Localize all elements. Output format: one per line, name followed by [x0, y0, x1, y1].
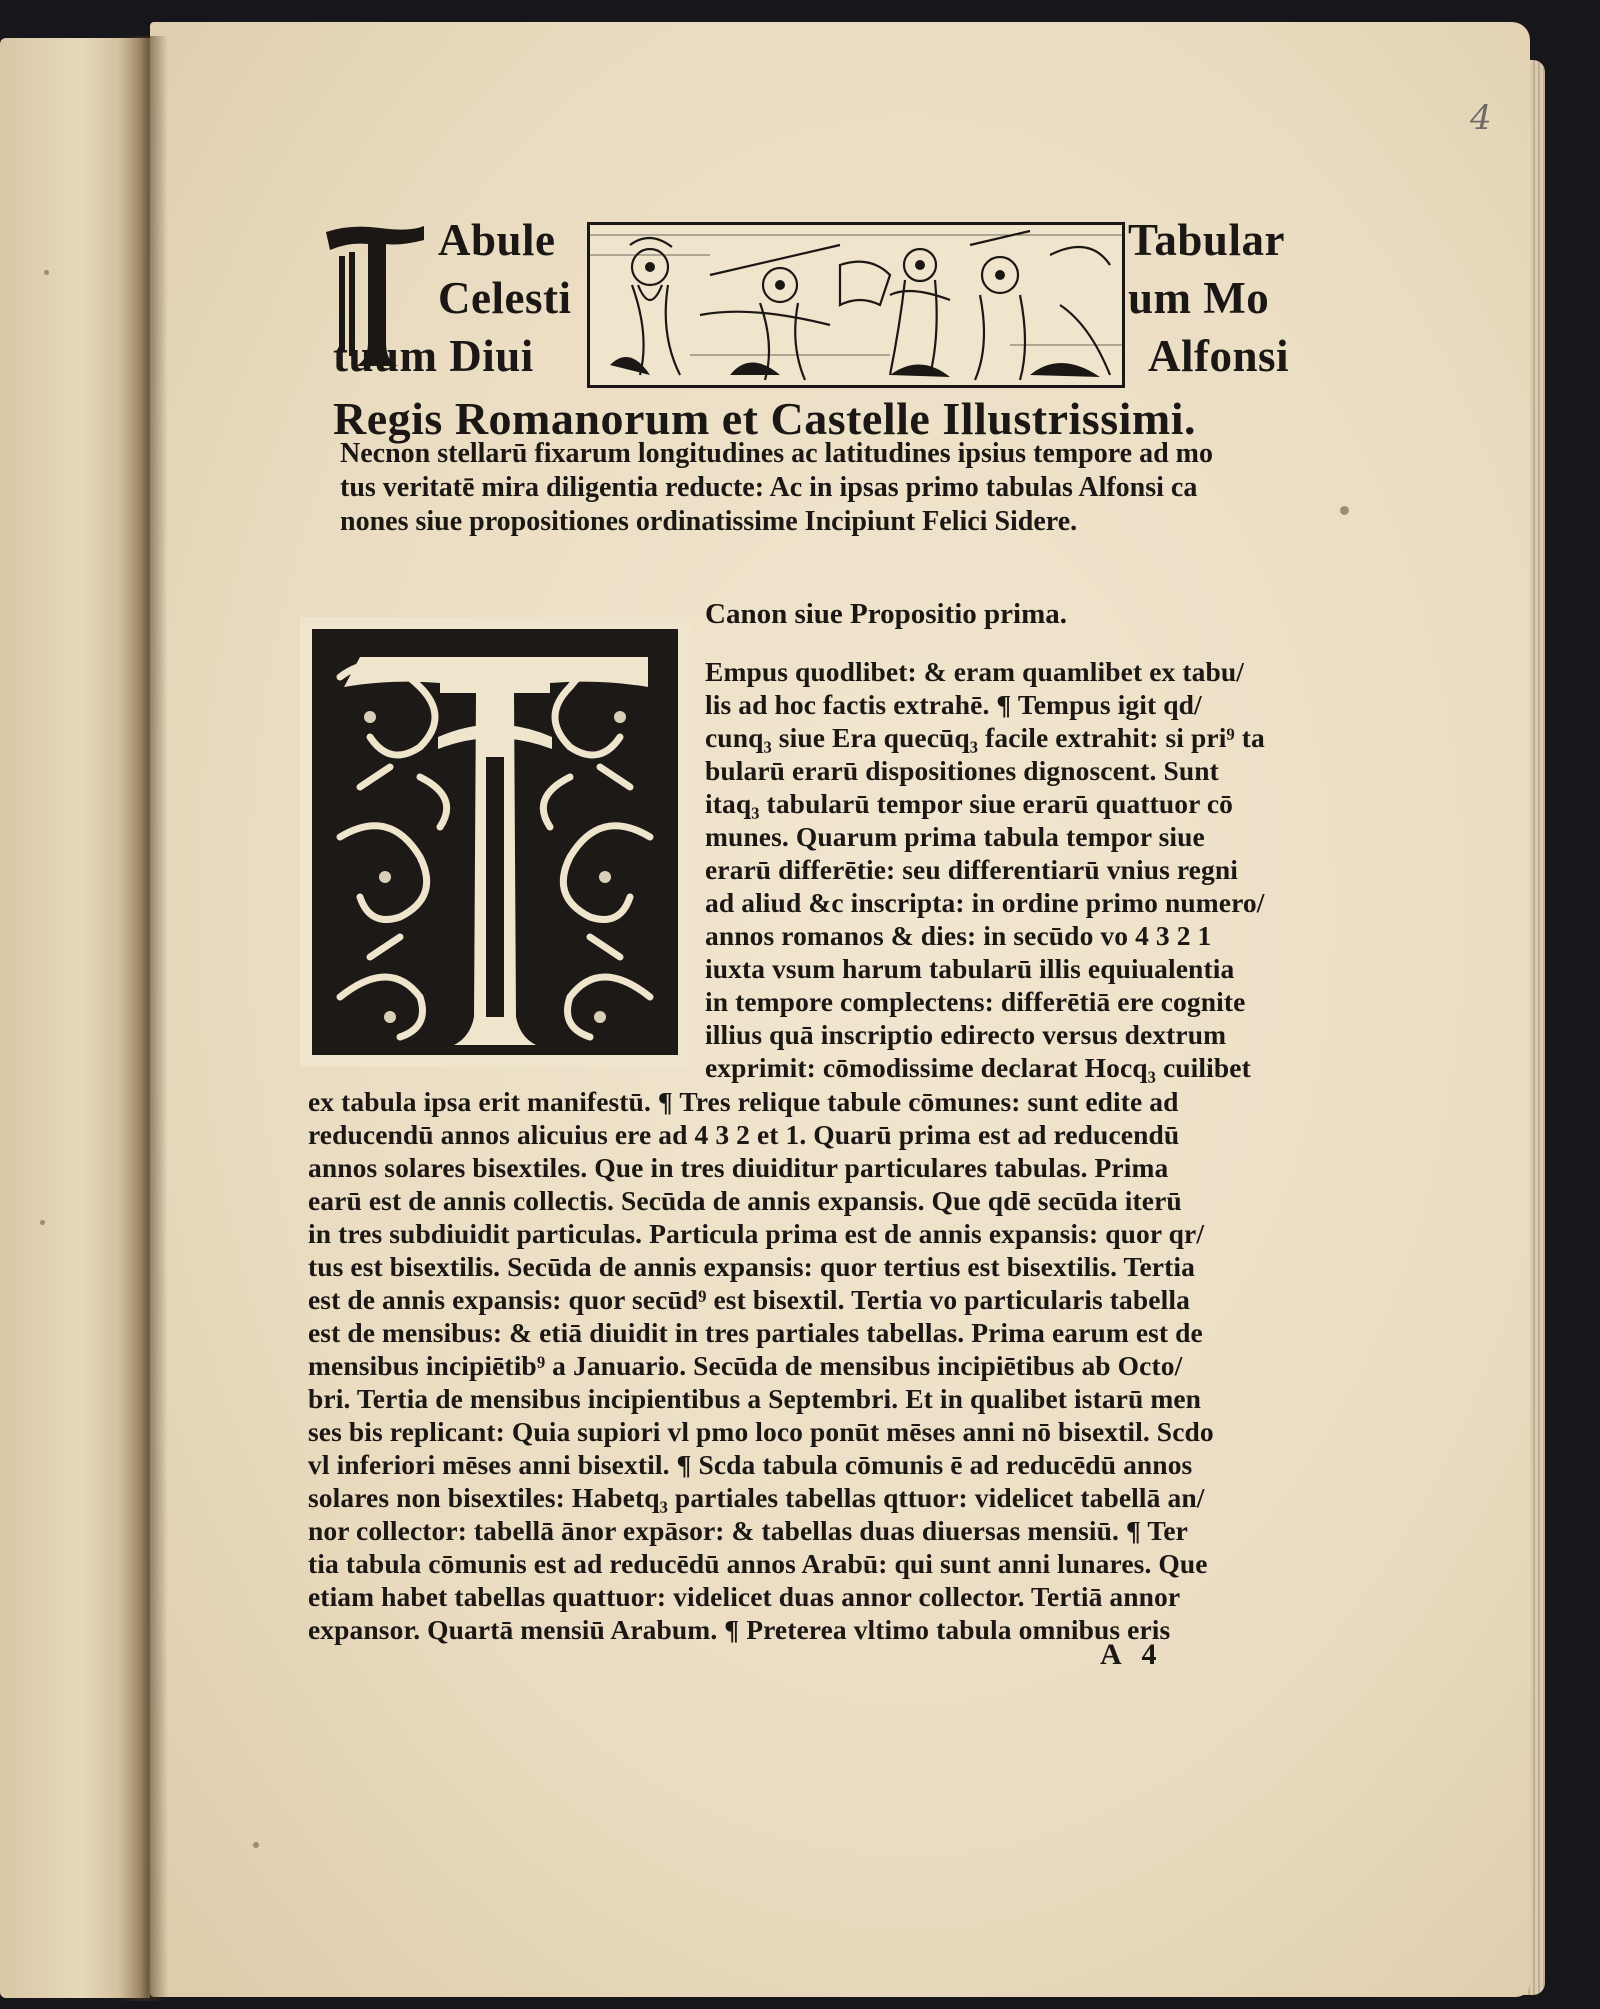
paper-spot [1340, 506, 1349, 515]
title-line: tuum Diui [333, 331, 534, 381]
book-gutter [118, 36, 168, 2001]
body-line: solares non bisextiles: Habetq₃ partiales tabellas qttuor: videlicet tabellā an/ [308, 1482, 1205, 1513]
paper-spot [40, 1220, 45, 1225]
body-line: exprimit: cōmodissime declarat Hocq₃ cuilibet [705, 1052, 1251, 1083]
paper-spot [253, 1842, 259, 1848]
body-line: reducendū annos alicuius ere ad 4 3 2 et 1. Quarū prima est ad reducendū [308, 1119, 1180, 1150]
body-line: est de mensibus: & etiā diuidit in tres partiales tabellas. Prima earum est de [308, 1317, 1203, 1348]
body-line: tia tabula cōmunis est ad reducēdū annos Arabū: qui sunt anni lunares. Que [308, 1548, 1208, 1579]
body-line: earū est de annis collectis. Secūda de annis expansis. Que qdē secūda iterū [308, 1185, 1182, 1216]
body-line: munes. Quarum prima tabula tempor siue [705, 821, 1205, 852]
signature-letter: A [1100, 1638, 1121, 1671]
pencil-folio-number: 4 [1470, 98, 1492, 138]
body-line: annos romanos & dies: in secūdo vo 4 3 2 1 [705, 920, 1212, 951]
body-line: ses bis replicant: Quia supiori vl pmo loco ponūt mēses anni nō bisextil. Scdo [308, 1416, 1214, 1447]
title-line: Celesti [438, 273, 572, 323]
body-line: ad aliud &c inscripta: in ordine primo numero/ [705, 887, 1265, 918]
title-line: Alfonsi [1148, 331, 1290, 381]
subtitle-line: Necnon stellarū fixarum longitudines ac latitudines ipsius tempore ad mo [340, 438, 1213, 469]
body-line: ex tabula ipsa erit manifestū. ¶ Tres relique tabule cōmunes: sunt edite ad [308, 1086, 1179, 1117]
body-line: bri. Tertia de mensibus incipientibus a Septembri. Et in qualibet istarū men [308, 1383, 1202, 1414]
body-line: in tres subdiuidit particulas. Particula prima est de annis expansis: quor qr/ [308, 1218, 1205, 1249]
body-line: mensibus incipiētib⁹ a Januario. Secūda de mensibus incipiētibus ab Octo/ [308, 1350, 1183, 1381]
body-line: nor collector: tabellā ānor expāsor: & tabellas duas diuersas mensiū. ¶ Ter [308, 1515, 1188, 1546]
decorated-initial-letter [300, 617, 690, 1067]
body-line: vl inferiori mēses anni bisextil. ¶ Scda tabula cōmunis ē ad reducēdū annos [308, 1449, 1193, 1480]
body-line: etiam habet tabellas quattuor: videlicet duas annor collector. Tertiā annor [308, 1581, 1181, 1612]
signature-mark [1100, 1638, 1157, 1672]
canon-heading: Canon siue Propositio prima. [705, 598, 1068, 630]
body-line: est de annis expansis: quor secūd⁹ est bisextil. Tertia vo particularis tabella [308, 1284, 1190, 1315]
body-line: annos solares bisextiles. Que in tres diuiditur particulares tabulas. Prima [308, 1152, 1169, 1183]
body-line: illius quā inscriptio edirecto versus dextrum [705, 1019, 1227, 1050]
title-line: Regis Romanorum et Castelle Illustrissimi. [333, 393, 1196, 444]
signature-number: 4 [1141, 1638, 1157, 1671]
body-line: expansor. Quartā mensiū Arabum. ¶ Preterea vltimo tabula omnibus eris [308, 1614, 1171, 1645]
subtitle-line: tus veritatē mira diligentia reducte: Ac in ipsas primo tabulas Alfonsi ca [340, 472, 1198, 503]
body-line: bularū erarū dispositiones dignoscent. Sunt [705, 755, 1219, 786]
body-line: iuxta vsum harum tabularū illis equiualentia [705, 953, 1235, 984]
body-line: lis ad hoc factis extrahē. ¶ Tempus igit qd/ [705, 689, 1202, 720]
paper-spot [44, 270, 49, 275]
body-line: itaq₃ tabularū tempor siue erarū quattuor cō [705, 788, 1234, 819]
body-line: tus est bisextilis. Secūda de annis expansis: quor tertius est bisextilis. Tertia [308, 1251, 1195, 1282]
title-line: Abule [438, 215, 556, 265]
woodcut-illustration [587, 222, 1125, 388]
body-line: cunq₃ siue Era quecūq₃ facile extrahit: si pri⁹ ta [705, 722, 1265, 753]
body-line: erarū differētie: seu differentiarū vnius regni [705, 854, 1238, 885]
subtitle-line: nones siue propositiones ordinatissime Incipiunt Felici Sidere. [340, 506, 1078, 537]
title-line: um Mo [1128, 273, 1270, 323]
body-line: Empus quodlibet: & eram quamlibet ex tabu/ [705, 656, 1244, 687]
body-line: in tempore complectens: differētiā ere cognite [705, 986, 1246, 1017]
title-line: Tabular [1128, 215, 1285, 265]
